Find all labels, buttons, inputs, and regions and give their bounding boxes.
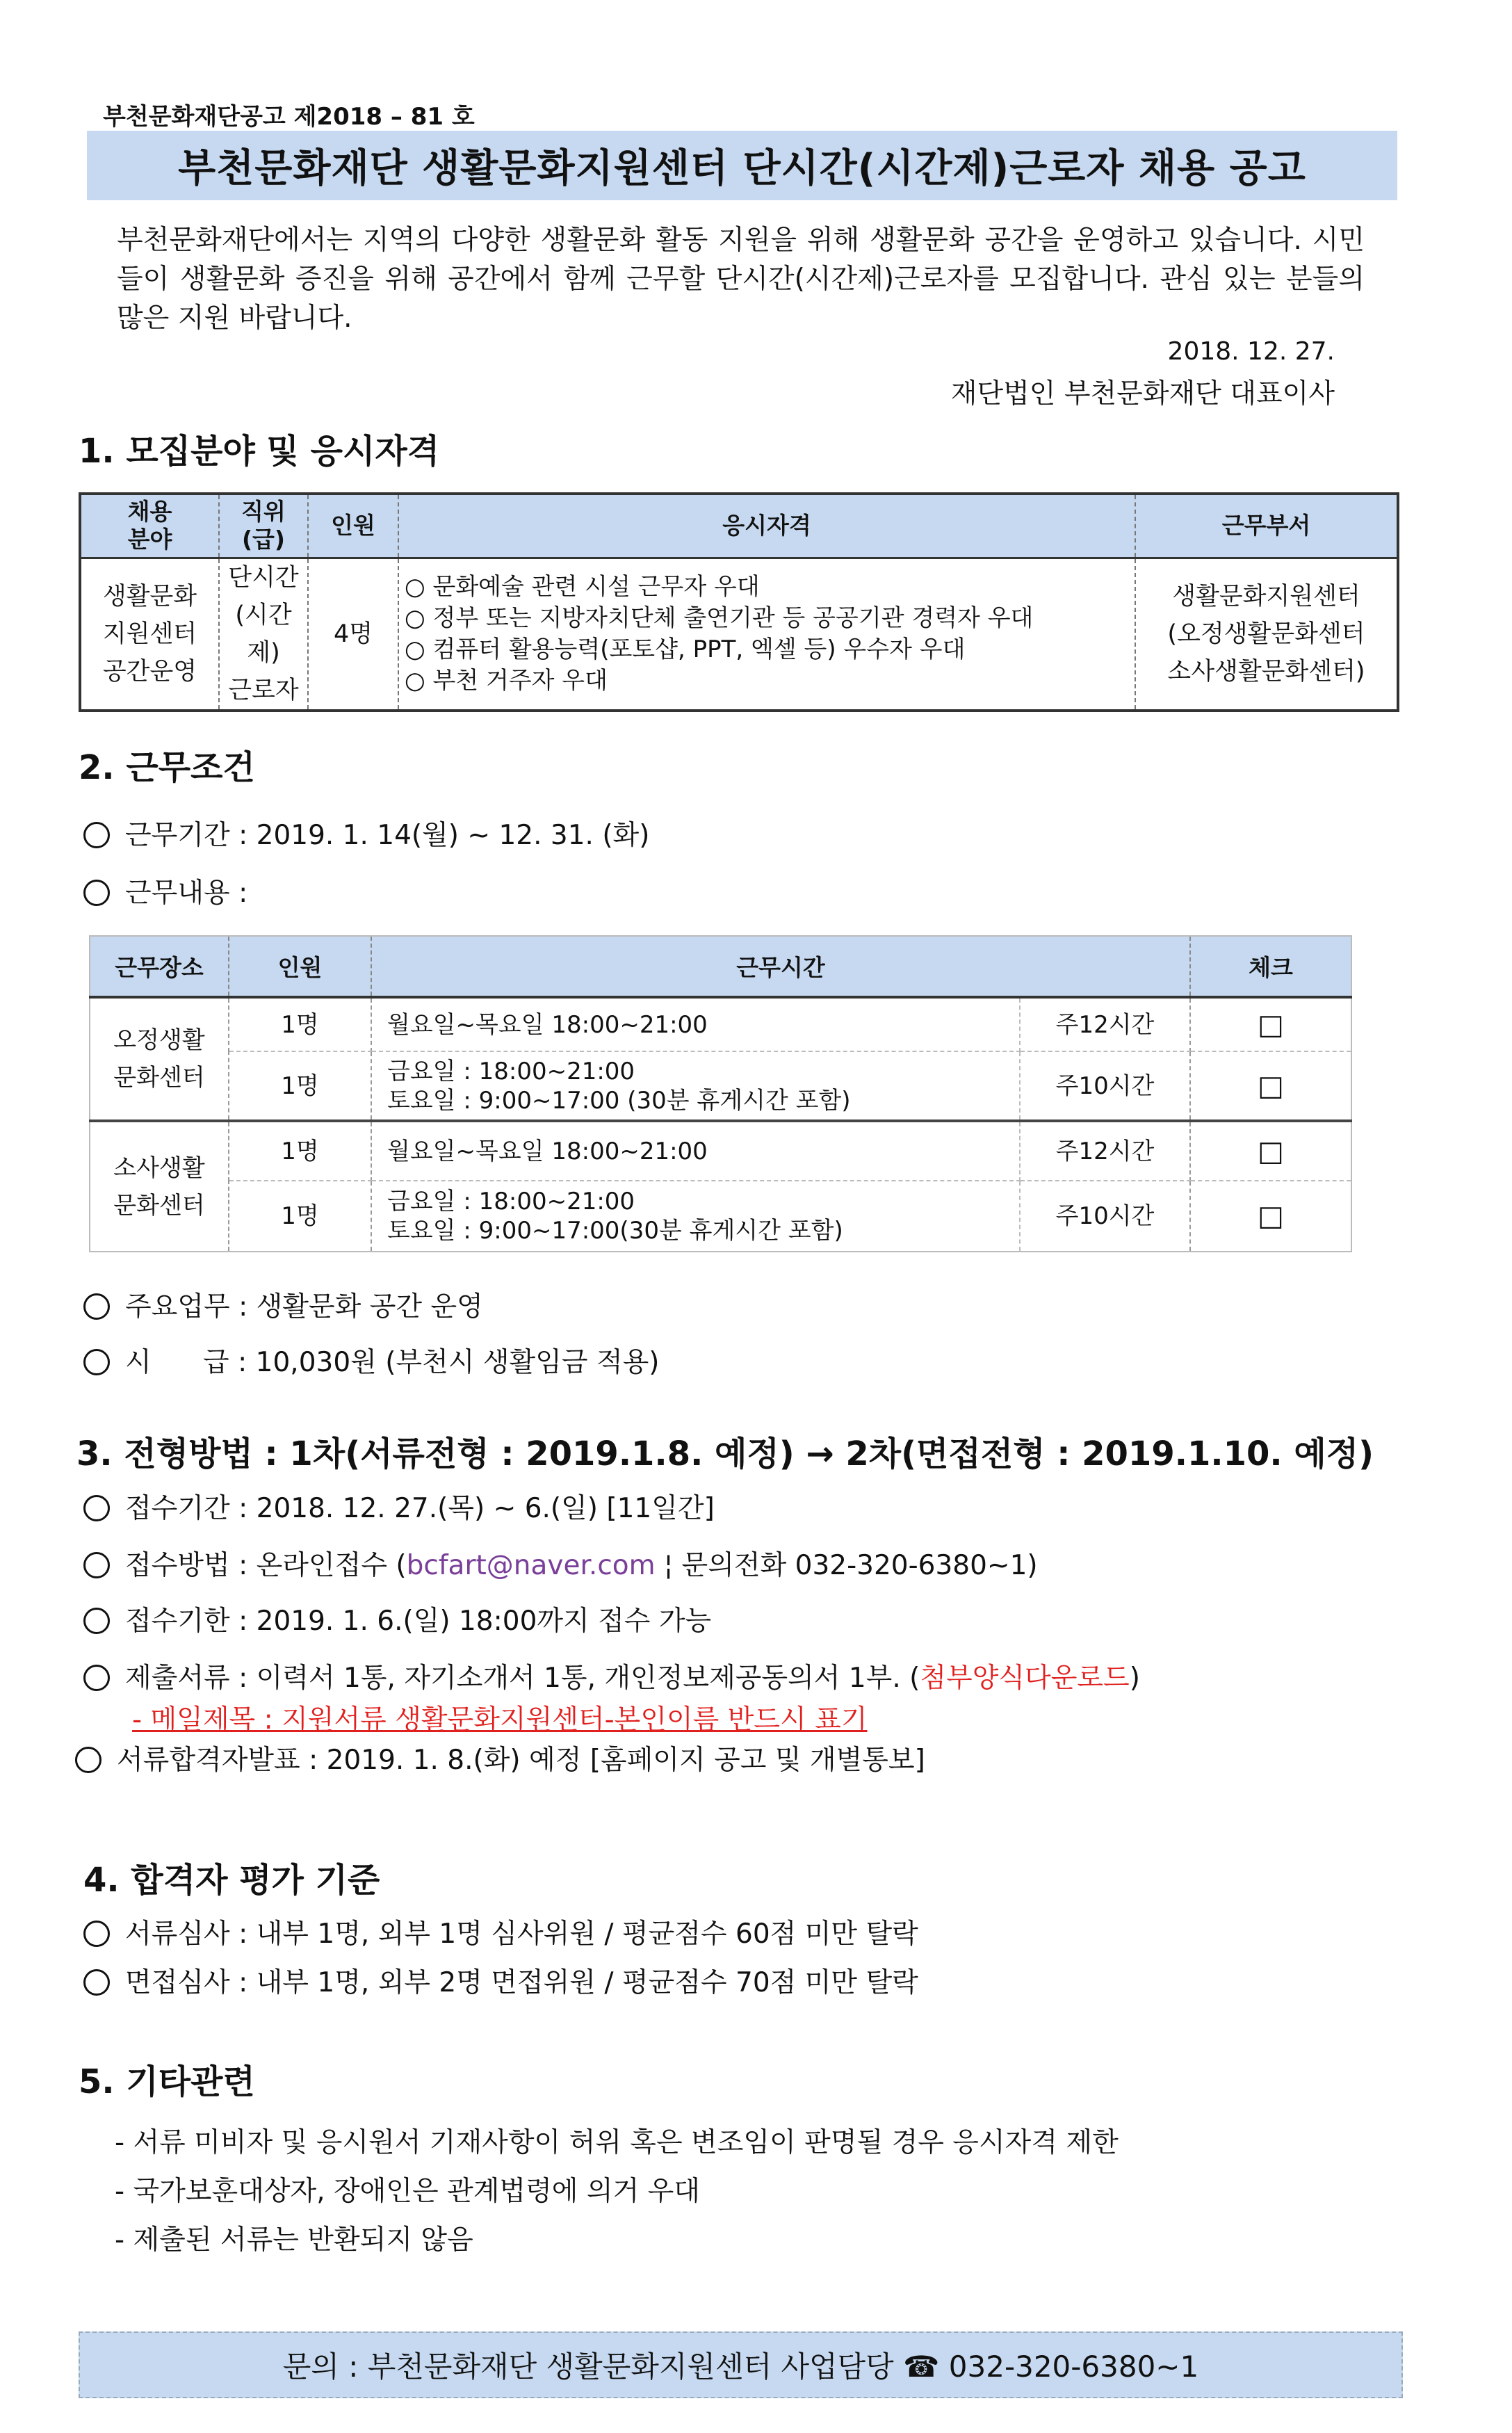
row-hours: 주12시간 — [1020, 1121, 1190, 1181]
circle-bullet-icon — [83, 880, 110, 906]
main-duty — [83, 1285, 483, 1324]
row-time — [371, 1051, 1020, 1121]
checkbox[interactable]: □ — [1190, 997, 1351, 1051]
row-hours: 주10시간 — [1020, 1051, 1190, 1121]
section3-heading: 3. 전형방법 : 1차(서류전형 : 2019.1.8. 예정) → 2차(면접전형 : 2019.1.10. 예정) — [76, 1434, 1374, 1473]
section5-heading: 5. 기타관련 — [79, 2062, 255, 2101]
qualification-item: ○ 컴퓨터 활용능력(포토샵, PPT, 엑셀 등) 우수자 우대 — [405, 635, 966, 663]
th-position: 직위 (급) — [219, 494, 308, 558]
position-cell — [219, 558, 308, 711]
circle-bullet-icon — [75, 1747, 101, 1773]
position-line: 근로자 — [228, 676, 299, 704]
interview-review-text: 면접심사 : 내부 1명, 외부 2명 면접위원 / 평균점수 70점 미만 탈락 — [125, 1967, 918, 1998]
circle-bullet-icon — [83, 1495, 110, 1521]
misc-item: - 국가보훈대상자, 장애인은 관계법령에 의거 우대 — [115, 2176, 700, 2207]
field-cell — [80, 558, 219, 711]
time-line: 금요일 : 18:00~21:00 — [387, 1188, 635, 1215]
receipt-deadline — [83, 1599, 711, 1638]
work-period-text: 근무기간 : 2019. 1. 14(월) ~ 12. 31. (화) — [125, 820, 650, 851]
section2-heading: 2. 근무조건 — [79, 748, 255, 787]
th-check: 체크 — [1190, 936, 1351, 997]
page-title: 부천문화재단 생활문화지원센터 단시간(시간제)근로자 채용 공고 — [178, 146, 1306, 191]
department-line: 생활문화지원센터 — [1172, 582, 1360, 611]
docs-suffix: ) — [1129, 1663, 1140, 1694]
circle-bullet-icon — [83, 1969, 110, 1996]
section1-heading: 1. 모집분야 및 응시자격 — [79, 432, 440, 471]
checkbox[interactable]: □ — [1190, 1121, 1351, 1181]
place-line: 소사생활 — [113, 1154, 205, 1182]
row-hours: 주12시간 — [1020, 997, 1190, 1051]
section4-heading: 4. 합격자 평가 기준 — [83, 1861, 380, 1900]
th-department: 근무부서 — [1135, 494, 1398, 558]
row-count: 1명 — [229, 997, 371, 1051]
form-download-link[interactable]: 첨부양식다운로드 — [920, 1663, 1130, 1694]
checkbox[interactable]: □ — [1190, 1051, 1351, 1121]
department-line: (오정생활문화센터 — [1167, 620, 1365, 648]
receipt-method — [83, 1544, 1038, 1583]
position-line: 단시간 — [228, 563, 299, 592]
title-banner — [87, 131, 1397, 200]
misc-item: - 서류 미비자 및 응시원서 기재사항이 허위 혹은 변조임이 판명될 경우 응시자격 제한 — [115, 2127, 1119, 2158]
circle-bullet-icon — [83, 1608, 110, 1634]
submission-docs — [83, 1656, 1140, 1695]
notice-number: 부천문화재단공고 제2018 – 81 호 — [103, 103, 475, 131]
qualification-item: ○ 정부 또는 지방자치단체 출연기관 등 공공기관 경력자 우대 — [405, 604, 1034, 632]
position-line: (시간제) — [235, 601, 292, 667]
wage-label: 시 급 : — [125, 1347, 247, 1378]
field-line: 지원센터 — [102, 620, 197, 648]
time-line: 토요일 : 9:00~17:00 (30분 휴게시간 포함) — [387, 1086, 851, 1115]
checkbox[interactable]: □ — [1258, 1200, 1284, 1232]
place-line: 오정생활 — [113, 1026, 205, 1054]
work-content-text: 근무내용 : — [125, 878, 248, 909]
th-work-hours: 근무시간 — [371, 936, 1190, 997]
receipt-period — [83, 1487, 715, 1526]
contact-text: 문의 : 부천문화재단 생활문화지원센터 사업담당 ☎ 032-320-6380~1 — [282, 2350, 1199, 2384]
qualifications-cell — [398, 558, 1135, 711]
document-pass-announcement — [75, 1738, 925, 1777]
schedule-table — [89, 935, 1352, 1252]
place-ojeong — [90, 997, 229, 1121]
row-time: 월요일~목요일 18:00~21:00 — [371, 997, 1020, 1051]
row-hours: 주10시간 — [1020, 1181, 1190, 1252]
row-count: 1명 — [229, 1121, 371, 1181]
notice-date: 2018. 12. 27. — [1167, 337, 1335, 366]
th-count: 인원 — [229, 936, 371, 997]
circle-bullet-icon — [83, 1349, 110, 1375]
circle-bullet-icon — [83, 1665, 110, 1691]
row-time: 월요일~목요일 18:00~21:00 — [371, 1121, 1020, 1181]
row-time — [371, 1181, 1020, 1252]
method-prefix: 접수방법 : 온라인접수 ( — [125, 1550, 407, 1581]
count-cell: 4명 — [308, 558, 398, 711]
intro-paragraph: 부천문화재단에서는 지역의 다양한 생활문화 활동 지원을 위해 생활문화 공간을 운영하고 있습니다. 시민들이 생활문화 증진을 위해 공간에서 함께 근무할 단시간(시간제)근로자를 모집합니다. 관심 있는 분들의 많은 지원 바랍니다. — [117, 225, 1365, 334]
th-count: 인원 — [308, 494, 398, 558]
receipt-period-text: 접수기간 : 2018. 12. 27.(목) ~ 6.(일) [11일간] — [125, 1493, 715, 1524]
contact-footer — [79, 2331, 1403, 2398]
department-line: 소사생활문화센터) — [1167, 657, 1365, 686]
time-line: 토요일 : 9:00~17:00(30분 휴게시간 포함) — [387, 1217, 843, 1245]
misc-item: - 제출된 서류는 반환되지 않음 — [115, 2224, 473, 2256]
place-line: 문화센터 — [113, 1064, 205, 1092]
department-cell — [1135, 558, 1398, 711]
announce-text: 서류합격자발표 : 2019. 1. 8.(화) 예정 [홈페이지 공고 및 개별통보] — [117, 1745, 925, 1776]
docs-prefix: 제출서류 : 이력서 1통, 자기소개서 1통, 개인정보제공동의서 1부. ( — [125, 1663, 920, 1694]
hourly-wage — [83, 1341, 660, 1380]
row-count: 1명 — [229, 1181, 371, 1252]
circle-bullet-icon — [83, 822, 110, 848]
method-suffix: ¦ 문의전화 032-320-6380~1) — [655, 1550, 1038, 1581]
recruitment-table — [79, 492, 1399, 712]
circle-bullet-icon — [83, 1921, 110, 1947]
interview-review — [83, 1961, 918, 2000]
wage-value: 10,030원 (부천시 생활임금 적용) — [247, 1347, 660, 1378]
work-content — [83, 871, 247, 910]
field-line: 공간운영 — [102, 657, 197, 686]
signer: 재단법인 부천문화재단 대표이사 — [950, 378, 1335, 410]
th-place: 근무장소 — [90, 936, 229, 997]
circle-bullet-icon — [83, 1552, 110, 1578]
qualification-item: ○ 부천 거주자 우대 — [405, 666, 608, 695]
work-period — [83, 814, 649, 852]
deadline-text: 접수기한 : 2019. 1. 6.(일) 18:00까지 접수 가능 — [125, 1606, 712, 1637]
time-line: 금요일 : 18:00~21:00 — [387, 1057, 635, 1085]
circle-bullet-icon — [83, 1293, 110, 1320]
document-review — [83, 1912, 918, 1951]
main-duty-text: 주요업무 : 생활문화 공간 운영 — [125, 1291, 483, 1323]
th-qualifications: 응시자격 — [398, 494, 1135, 558]
row-count: 1명 — [229, 1051, 371, 1121]
place-sosa — [90, 1121, 229, 1252]
qualification-item: ○ 문화예술 관련 시설 근무자 우대 — [405, 572, 760, 601]
mail-subject-note: - 메일제목 : 지원서류 생활문화지원센터-본인이름 반드시 표기 — [132, 1704, 868, 1736]
th-field: 채용 분야 — [80, 494, 219, 558]
document-review-text: 서류심사 : 내부 1명, 외부 1명 심사위원 / 평균점수 60점 미만 탈락 — [125, 1918, 918, 1950]
email-link[interactable]: bcfart@naver.com — [406, 1550, 656, 1581]
field-line: 생활문화 — [102, 582, 197, 611]
place-line: 문화센터 — [113, 1191, 205, 1220]
